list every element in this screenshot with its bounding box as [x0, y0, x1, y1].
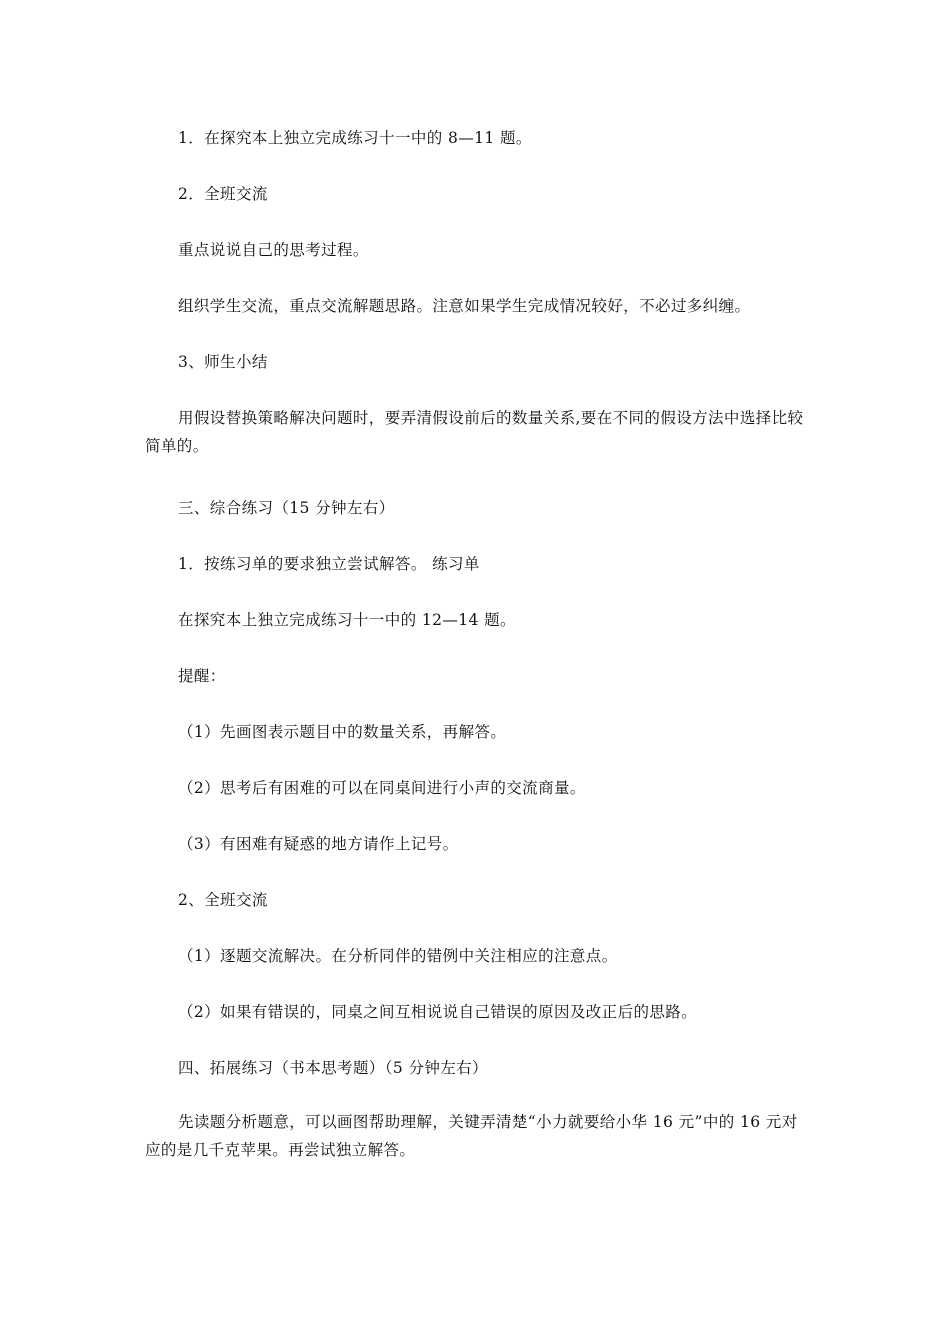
paragraph-extension-text: 先读题分析题意，可以画图帮助理解，关键弄清楚“小力就要给小华 16 元”中的 16 元对应的是几千克苹果。再尝试独立解答。: [145, 1113, 798, 1159]
section-heading-extension: 四、拓展练习（书本思考题）（5 分钟左右）: [178, 1059, 488, 1077]
exchange-item-2: （2）如果有错误的，同桌之间互相说说自己错误的原因及改正后的思路。: [178, 1003, 698, 1021]
paragraph-summary-heading: 3、师生小结: [178, 353, 268, 371]
paragraph-summary-text: 用假设替换策略解决问题时，要弄清假设前后的数量关系,要在不同的假设方法中选择比较简单的。: [145, 409, 804, 455]
paragraph-worksheet: 1．按练习单的要求独立尝试解答。 练习单: [178, 555, 480, 573]
paragraph-reminder-label: 提醒：: [178, 667, 226, 685]
paragraph-organize-exchange: 组织学生交流，重点交流解题思路。注意如果学生完成情况较好，不必过多纠缠。: [178, 297, 751, 315]
exchange-item-1: （1）逐题交流解决。在分析同伴的错例中关注相应的注意点。: [178, 947, 618, 965]
paragraph-practice-12-14: 在探究本上独立完成练习十一中的 12—14 题。: [178, 611, 516, 629]
paragraph-class-exchange: 2．全班交流: [178, 185, 268, 203]
paragraph-practice-1: 1．在探究本上独立完成练习十一中的 8—11 题。: [178, 129, 532, 147]
section-heading-comprehensive: 三、综合练习（15 分钟左右）: [178, 499, 395, 517]
paragraph-class-exchange-2: 2、全班交流: [178, 891, 268, 909]
reminder-item-2: （2）思考后有困难的可以在同桌间进行小声的交流商量。: [178, 779, 586, 797]
paragraph-thinking-process: 重点说说自己的思考过程。: [178, 241, 369, 259]
reminder-item-1: （1）先画图表示题目中的数量关系，再解答。: [178, 723, 507, 741]
reminder-item-3: （3）有困难有疑惑的地方请作上记号。: [178, 835, 459, 853]
